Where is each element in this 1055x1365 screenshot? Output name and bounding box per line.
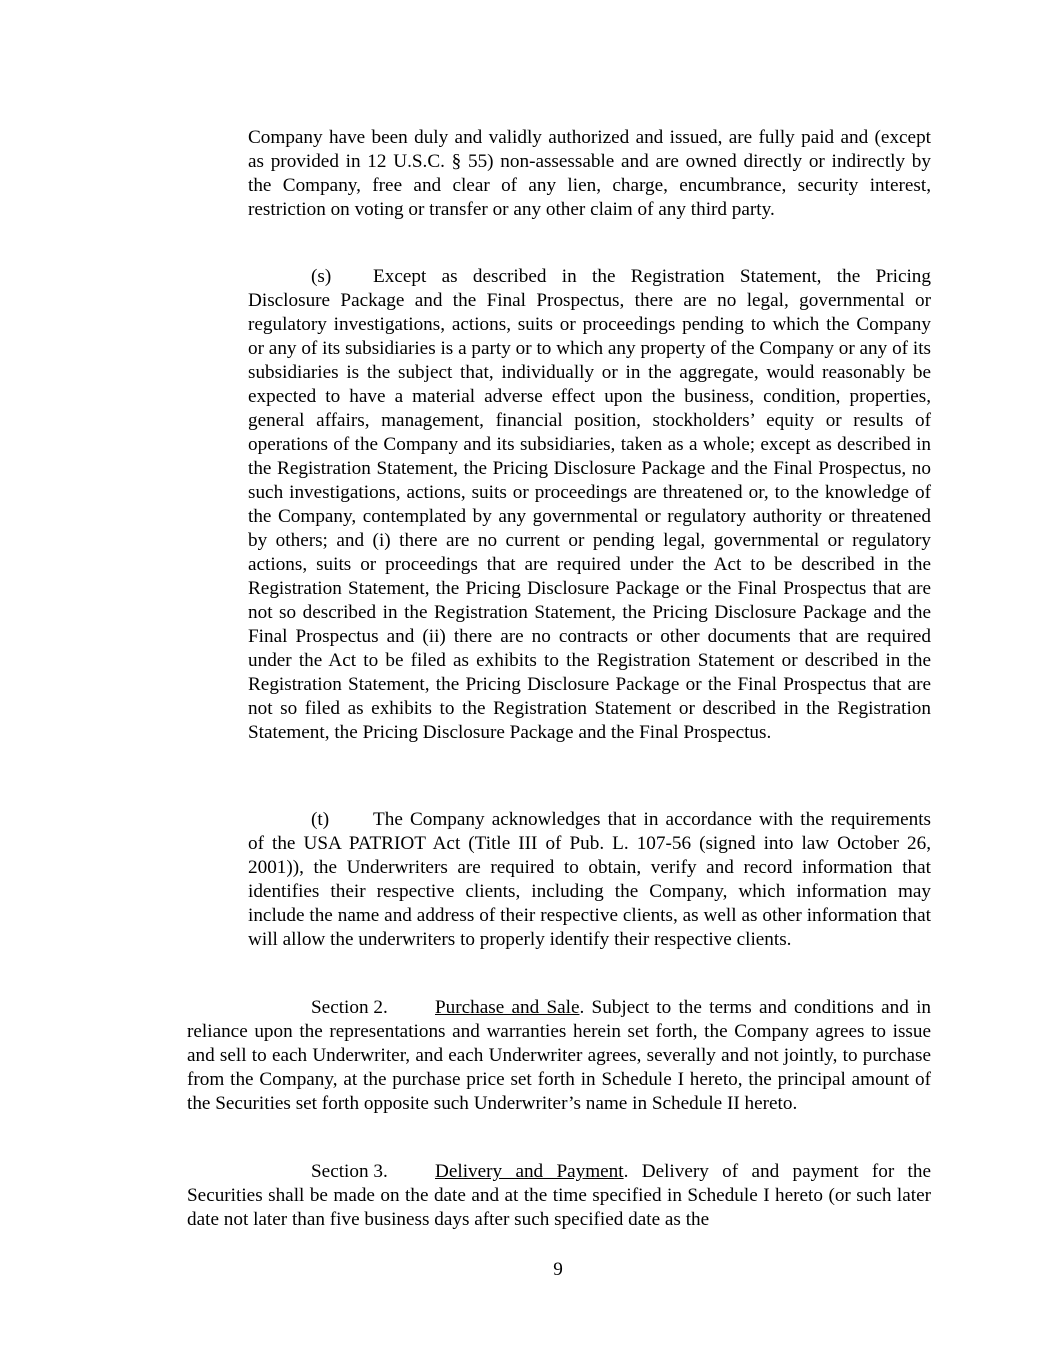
section-3-text: . Delivery of and payment for the Securities shall be made on the date and at the time specified in Schedule I hereto (or such later date not later than five business days after such specified date as the — [187, 1161, 931, 1230]
paragraph-s-text: Except as described in the Registration Statement, the Pricing Disclosure Package and the Final Prospectus, there are no legal, governmental or regulatory investigations, actions, suits or proceedings pending to which the Company or any of its subsidiaries is a party or to which any property of the Company or any of its subsidiaries is the subject that, individually or in the aggregate, would reasonably be expected to have a material adverse effect upon the business, condition, properties, general affairs, management, financial position, stockholders’ equity or results of operations of the Company and its subsidiaries, taken as a whole; except as described in the Registration Statement, the Pricing Disclosure Package and the Final Prospectus, no such investigations, actions, suits or proceedings are threatened or, to the knowledge of the Company, contemplated by any governmental or regulatory authority or threatened by others; and (i) there are no current or pending legal, governmental or regulatory actions, suits or proceedings that are required under the Act to be described in the Registration Statement, the Pricing Disclosure Package or the Final Prospectus that are not so described in the Registration Statement, the Pricing Disclosure Package and the Final Prospectus and (ii) there are no contracts or other documents that are required under the Act to be filed as exhibits to the Registration Statement or described in the Registration Statement, the Pricing Disclosure Package or the Final Prospectus that are not so filed as exhibits to the Registration Statement or described in the Registration Statement, the Pricing Disclosure Package and the Final Prospectus. — [248, 266, 931, 743]
paragraph-s-label: (s) — [311, 266, 332, 287]
section-2-paragraph — [187, 996, 931, 1116]
section-2-text: . Subject to the terms and conditions and in reliance upon the representations and warranties herein set forth, the Company agrees to issue and sell to each Underwriter, and each Underwriter agrees, severally and not jointly, to purchase from the Company, at the purchase price set forth in Schedule I hereto, the principal amount of the Securities set forth opposite such Underwriter’s name in Schedule II hereto. — [187, 997, 931, 1114]
section-3-paragraph — [187, 1160, 931, 1232]
paragraph-t-text: The Company acknowledges that in accordance with the requirements of the USA PATRIOT Act (Title III of Pub. L. 107-56 (signed into law October 26, 2001)), the Underwriters are required to obtain, verify and record information that identifies their respective clients, including the Company, which information may include the name and address of their respective clients, as well as other information that will allow the underwriters to properly identify their respective clients. — [248, 809, 931, 950]
section-3-heading: Delivery and Payment — [435, 1161, 624, 1182]
continuation-paragraph — [248, 126, 931, 222]
paragraph-s — [248, 265, 931, 745]
section-2-heading: Purchase and Sale — [435, 997, 580, 1018]
page-number: 9 — [553, 1259, 563, 1280]
paragraph-t-label: (t) — [311, 809, 330, 830]
continuation-text: Company have been duly and validly authorized and issued, are fully paid and (except as provided in 12 U.S.C. § 55) non-assessable and are owned directly or indirectly by the Company, free and clear of any lien, charge, encumbrance, security interest, restriction on voting or transfer or any other claim of any third party. — [248, 127, 931, 220]
paragraph-t — [248, 808, 931, 952]
section-2-label: Section 2. — [311, 997, 388, 1018]
section-3-label: Section 3. — [311, 1161, 388, 1182]
